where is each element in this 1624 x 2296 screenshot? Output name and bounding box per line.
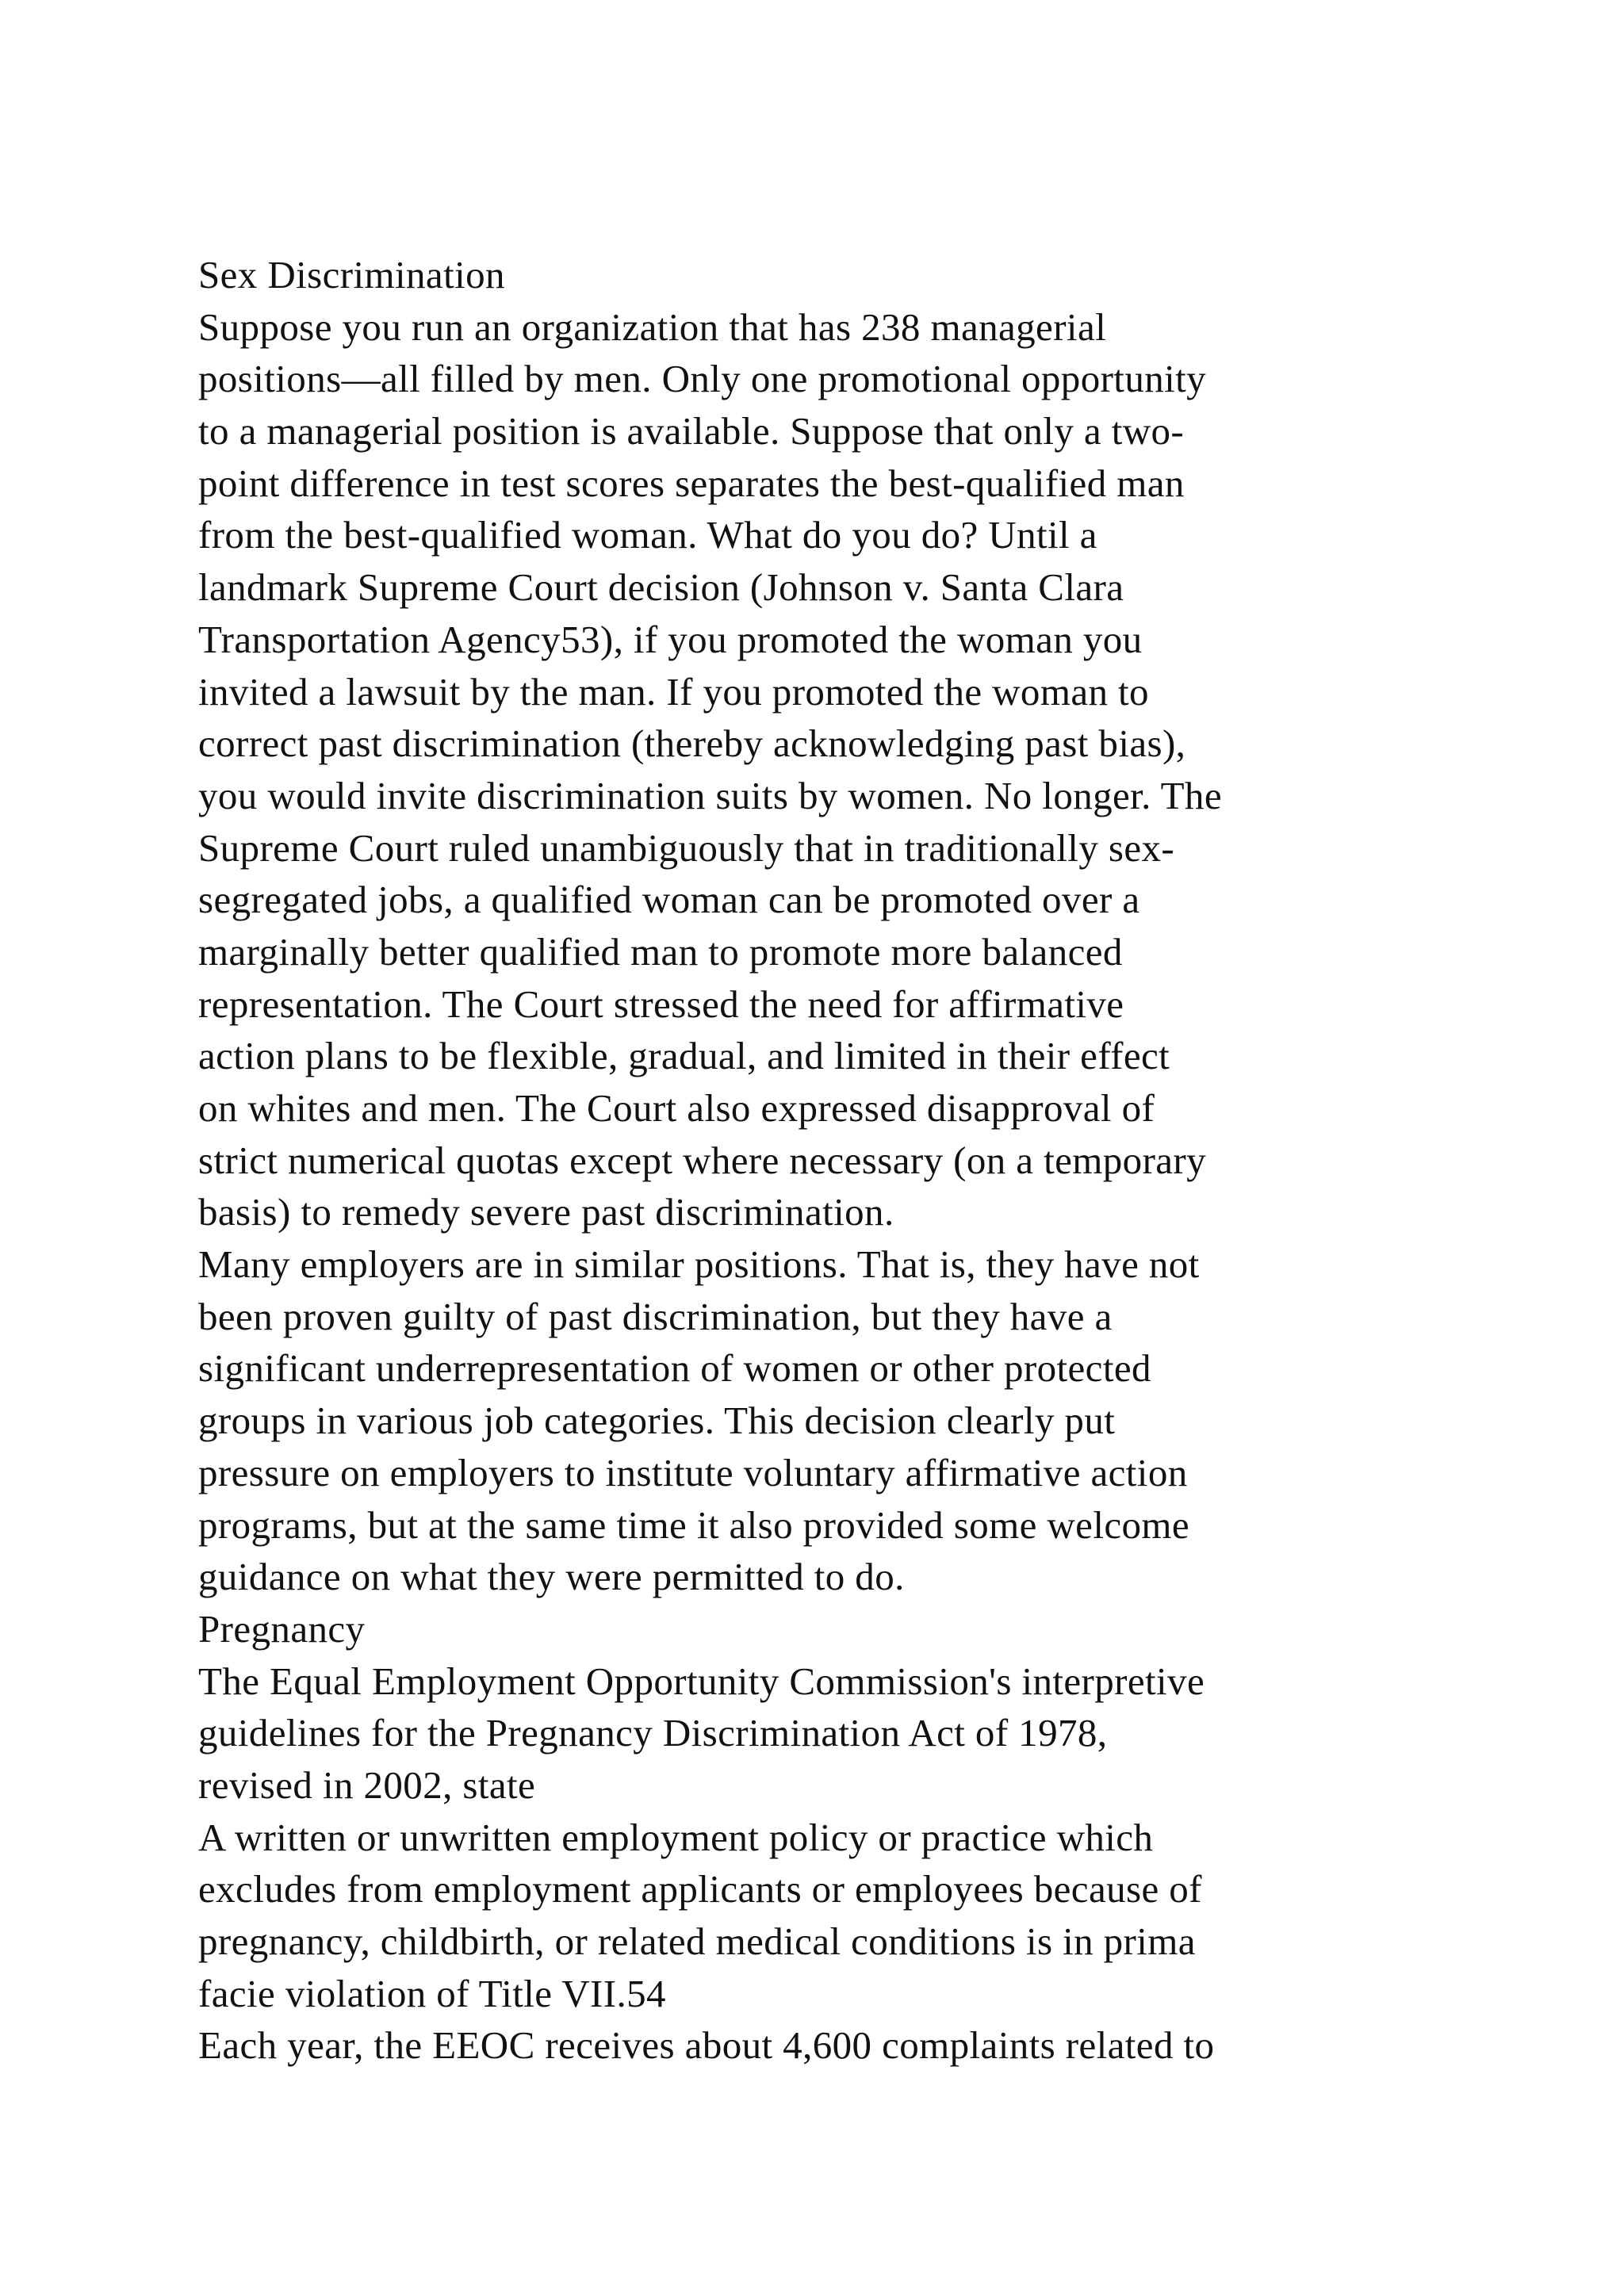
text-line: action plans to be flexible, gradual, and limited in their effect — [198, 1034, 1170, 1078]
text-line: you would invite discrimination suits by women. No longer. The — [198, 773, 1222, 817]
text-line: Each year, the EEOC receives about 4,600 complaints related to — [198, 2023, 1215, 2068]
text-line: basis) to remedy severe past discrimination. — [198, 1190, 894, 1234]
text-line: marginally better qualified man to promote more balanced — [198, 929, 1123, 974]
text-line: guidance on what they were permitted to do. — [198, 1555, 905, 1599]
text-line: groups in various job categories. This decision clearly put — [198, 1399, 1116, 1443]
text-line: strict numerical quotas except where necessary (on a temporary — [198, 1138, 1207, 1182]
text-line: representation. The Court stressed the need for affirmative — [198, 982, 1124, 1026]
section-heading-pregnancy: Pregnancy — [198, 1606, 366, 1651]
text-line: on whites and men. The Court also expressed disapproval of — [198, 1086, 1155, 1130]
text-line: Suppose you run an organization that has 238 managerial — [198, 304, 1107, 349]
text-line: been proven guilty of past discrimination, but they have a — [198, 1294, 1113, 1338]
text-line: correct past discrimination (thereby acknowledging past bias), — [198, 721, 1186, 766]
text-line: Many employers are in similar positions. That is, they have not — [198, 1242, 1200, 1287]
text-line: point difference in test scores separates the best-qualified man — [198, 461, 1185, 505]
text-line: landmark Supreme Court decision (Johnson v. Santa Clara — [198, 565, 1124, 610]
quote-line: pregnancy, childbirth, or related medical conditions is in prima — [198, 1919, 1196, 1963]
text-line: programs, but at the same time it also provided some welcome — [198, 1502, 1190, 1547]
text-line: invited a lawsuit by the man. If you promoted the woman to — [198, 669, 1149, 714]
text-line: Transportation Agency53), if you promoted the woman you — [198, 617, 1143, 661]
text-line: positions—all filled by men. Only one promotional opportunity — [198, 357, 1207, 401]
text-line: significant underrepresentation of women or other protected — [198, 1346, 1151, 1391]
text-line: to a managerial position is available. Suppose that only a two- — [198, 409, 1185, 453]
quote-line: facie violation of Title VII.54 — [198, 1971, 666, 2015]
text-line: Supreme Court ruled unambiguously that in traditionally sex- — [198, 825, 1175, 870]
document-text — [198, 249, 1435, 2072]
text-line: segregated jobs, a qualified woman can be promoted over a — [198, 878, 1140, 922]
text-line: revised in 2002, state — [198, 1762, 536, 1807]
quote-line: A written or unwritten employment policy or practice which — [198, 1815, 1154, 1859]
text-line: guidelines for the Pregnancy Discrimination Act of 1978, — [198, 1711, 1108, 1755]
text-line: The Equal Employment Opportunity Commission's interpretive — [198, 1659, 1205, 1703]
text-line: from the best-qualified woman. What do you do? Until a — [198, 513, 1097, 557]
section-heading-sex-discrimination: Sex Discrimination — [198, 253, 505, 297]
quote-line: excludes from employment applicants or employees because of — [198, 1867, 1202, 1911]
text-line: pressure on employers to institute voluntary affirmative action — [198, 1450, 1188, 1494]
